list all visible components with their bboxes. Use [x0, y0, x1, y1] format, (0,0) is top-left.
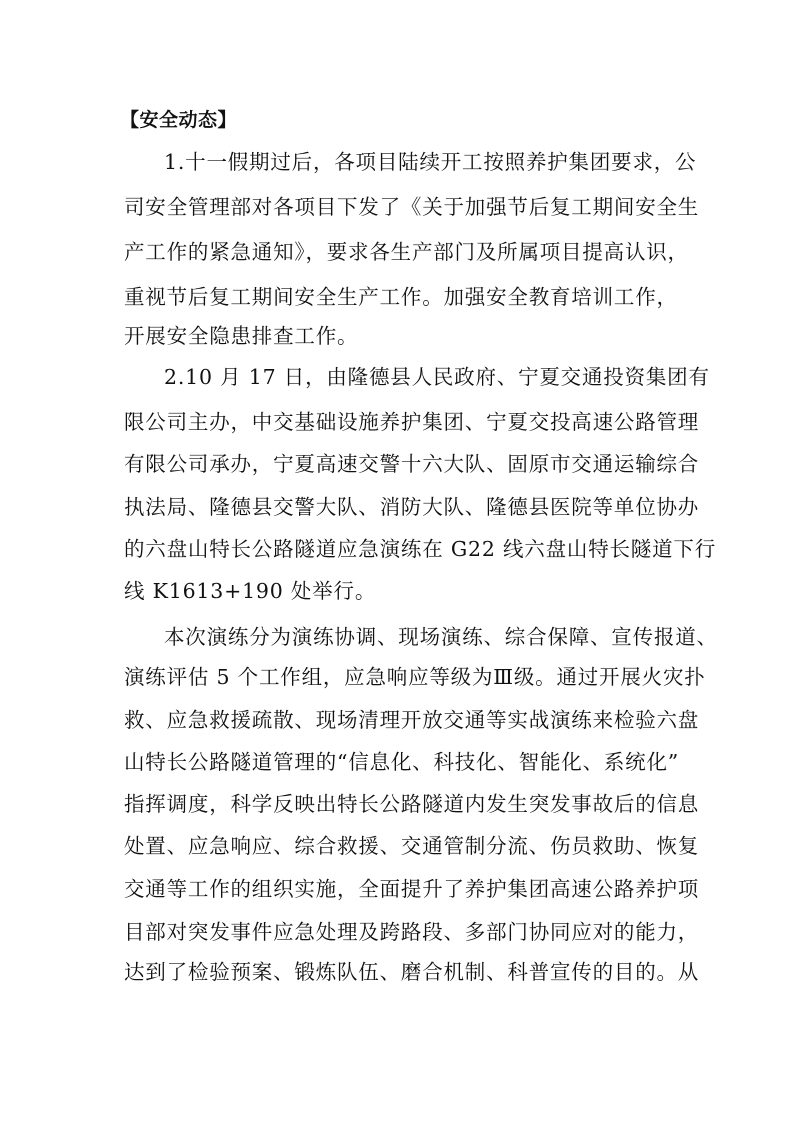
- paragraph-1-line-1: 1.十一假期过后，各项目陆续开工按照养护集团要求，公: [164, 150, 697, 174]
- paragraph-3-line-6: 处置、应急响应、综合救援、交通管制分流、伤员救助、恢复: [124, 834, 700, 858]
- paragraph-3-line-7: 交通等工作的组织实施，全面提升了养护集团高速公路养护项: [124, 877, 700, 901]
- paragraph-1-line-3: 产工作的紧急通知》，要求各生产部门及所属项目提高认识，: [124, 240, 689, 264]
- paragraph-3-line-3: 救、应急救援疏散、现场清理开放交通等实战演练来检验六盘: [124, 708, 700, 732]
- paragraph-2-line-5: 的六盘山特长公路隧道应急演练在 G22 线六盘山特长隧道下行: [124, 537, 716, 561]
- paragraph-3-line-8: 目部对突发事件应急处理及跨路段、多部门协同应对的能力，: [124, 920, 700, 944]
- paragraph-1-line-4: 重视节后复工期间安全生产工作。加强安全教育培训工作，: [124, 285, 678, 309]
- paragraph-3-line-4: 山特长公路隧道管理的“信息化、科技化、智能化、系统化”: [124, 750, 680, 774]
- paragraph-2-line-4: 执法局、隆德县交警大队、消防大队、隆德县医院等单位协办: [124, 495, 700, 519]
- paragraph-1-line-2: 司安全管理部对各项目下发了《关于加强节后复工期间安全生: [124, 195, 700, 219]
- paragraph-3-line-2: 演练评估 5 个工作组，应急响应等级为Ⅲ级。通过开展火灾扑: [124, 665, 706, 689]
- section-heading: 【安全动态】: [120, 109, 238, 131]
- paragraph-3-line-5: 指挥调度，科学反映出特长公路隧道内发生突发事故后的信息: [124, 792, 700, 816]
- paragraph-2-line-3: 有限公司承办，宁夏高速交警十六大队、固原市交通运输综合: [124, 452, 700, 476]
- paragraph-2-line-6: 线 K1613+190 处举行。: [124, 579, 377, 603]
- paragraph-1-line-5: 开展安全隐患排查工作。: [124, 324, 359, 348]
- paragraph-2-line-1: 2.10 月 17 日，由隆德县人民政府、宁夏交通投资集团有: [164, 365, 710, 389]
- paragraph-3-line-1: 本次演练分为演练协调、现场演练、综合保障、宣传报道、: [164, 625, 718, 649]
- paragraph-2-line-2: 限公司主办，中交基础设施养护集团、宁夏交投高速公路管理: [124, 410, 700, 434]
- paragraph-3-line-9: 达到了检验预案、锻炼队伍、磨合机制、科普宣传的目的。从: [124, 960, 700, 984]
